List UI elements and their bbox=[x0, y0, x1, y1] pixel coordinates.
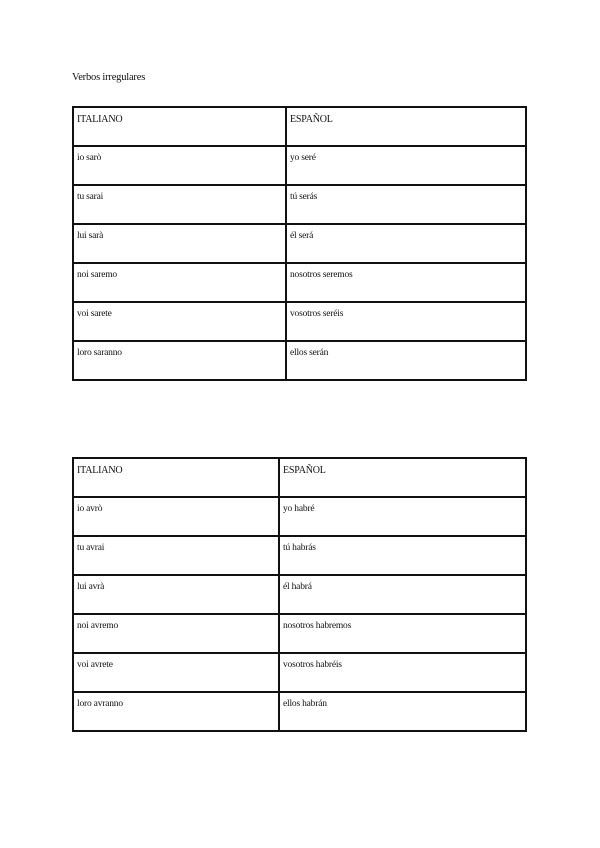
header-italiano: ITALIANO bbox=[73, 458, 279, 497]
cell-espanol: vosotros habréis bbox=[279, 653, 526, 692]
table-row bbox=[73, 263, 526, 302]
header-espanol: ESPAÑOL bbox=[286, 107, 526, 146]
table-header-row bbox=[73, 458, 526, 497]
cell-italiano: tu sarai bbox=[73, 185, 286, 224]
cell-italiano: voi avrete bbox=[73, 653, 279, 692]
header-italiano: ITALIANO bbox=[73, 107, 286, 146]
cell-espanol: ellos habrán bbox=[279, 692, 526, 731]
table-row bbox=[73, 497, 526, 536]
table-row bbox=[73, 341, 526, 380]
table-row bbox=[73, 575, 526, 614]
cell-italiano: lui avrà bbox=[73, 575, 279, 614]
cell-espanol: tú habrás bbox=[279, 536, 526, 575]
table-row bbox=[73, 536, 526, 575]
cell-italiano: lui sarà bbox=[73, 224, 286, 263]
cell-espanol: él habrá bbox=[279, 575, 526, 614]
page-heading: Verbos irregulares bbox=[72, 72, 146, 83]
cell-italiano: voi sarete bbox=[73, 302, 286, 341]
cell-espanol: él será bbox=[286, 224, 526, 263]
cell-italiano: loro saranno bbox=[73, 341, 286, 380]
table-futuro-avere bbox=[72, 457, 527, 732]
cell-espanol: nosotros habremos bbox=[279, 614, 526, 653]
cell-italiano: loro avranno bbox=[73, 692, 279, 731]
table-row bbox=[73, 653, 526, 692]
cell-espanol: yo seré bbox=[286, 146, 526, 185]
cell-espanol: tú serás bbox=[286, 185, 526, 224]
table-row bbox=[73, 224, 526, 263]
header-espanol: ESPAÑOL bbox=[279, 458, 526, 497]
cell-italiano: noi avremo bbox=[73, 614, 279, 653]
cell-espanol: ellos serán bbox=[286, 341, 526, 380]
table-header-row bbox=[73, 107, 526, 146]
cell-italiano: tu avrai bbox=[73, 536, 279, 575]
cell-espanol: yo habré bbox=[279, 497, 526, 536]
table-futuro-essere bbox=[72, 106, 527, 381]
table-row bbox=[73, 185, 526, 224]
cell-italiano: noi saremo bbox=[73, 263, 286, 302]
cell-italiano: io sarò bbox=[73, 146, 286, 185]
cell-espanol: vosotros seréis bbox=[286, 302, 526, 341]
cell-espanol: nosotros seremos bbox=[286, 263, 526, 302]
cell-italiano: io avrò bbox=[73, 497, 279, 536]
table-row bbox=[73, 146, 526, 185]
table-row bbox=[73, 614, 526, 653]
table-row bbox=[73, 692, 526, 731]
table-row bbox=[73, 302, 526, 341]
